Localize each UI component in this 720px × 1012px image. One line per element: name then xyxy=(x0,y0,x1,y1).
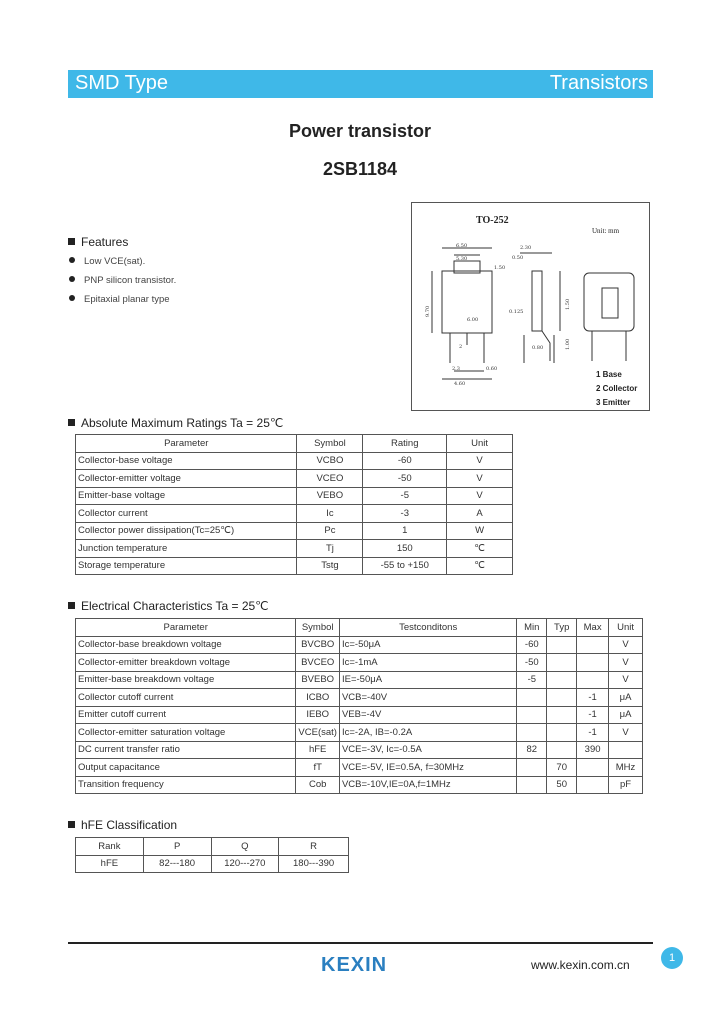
table-cell: Ic=-1mA xyxy=(339,654,516,672)
page-title: Power transistor xyxy=(288,121,432,141)
svg-text:1.50: 1.50 xyxy=(565,298,571,310)
table-row xyxy=(76,470,513,488)
table-cell xyxy=(577,654,609,672)
column-header: Symbol xyxy=(296,619,340,637)
table-cell: fT xyxy=(296,759,340,777)
table-cell: -55 to +150 xyxy=(363,557,447,575)
table-cell: VCE=-3V, Ic=-0.5A xyxy=(339,741,516,759)
table-cell: Collector-emitter voltage xyxy=(76,470,297,488)
bullet-dot-icon xyxy=(69,276,75,282)
table-cell: Tj xyxy=(297,540,363,558)
bullet-dot-icon xyxy=(69,295,75,301)
table-cell xyxy=(547,654,577,672)
dim-label: 6.50 xyxy=(456,243,468,249)
table-cell xyxy=(517,759,547,777)
table-cell xyxy=(547,671,577,689)
table-cell xyxy=(547,636,577,654)
table-cell: ℃ xyxy=(447,540,513,558)
table-cell xyxy=(577,759,609,777)
table-cell: VCE=-5V, IE=0.5A, f=30MHz xyxy=(339,759,516,777)
elec-table xyxy=(75,618,643,794)
hfe-heading xyxy=(68,818,177,832)
table-cell: IEBO xyxy=(296,706,340,724)
table-cell: V xyxy=(447,470,513,488)
table-row xyxy=(76,724,643,742)
abs-max-heading xyxy=(68,416,283,430)
pin-label: 1 Base xyxy=(596,370,622,379)
table-cell: -1 xyxy=(577,706,609,724)
table-row xyxy=(76,522,513,540)
table-cell: Cob xyxy=(296,776,340,794)
header-right: Transistors xyxy=(549,72,648,94)
table-cell: -60 xyxy=(517,636,547,654)
svg-text:0.125: 0.125 xyxy=(509,309,524,315)
header-banner xyxy=(68,70,653,98)
table-cell xyxy=(547,706,577,724)
table-cell: Collector-base voltage xyxy=(76,452,297,470)
column-header: Testconditons xyxy=(339,619,516,637)
features-heading xyxy=(68,235,128,249)
table-cell: VEBO xyxy=(297,487,363,505)
footer-divider xyxy=(68,942,653,944)
table-cell: 1 xyxy=(363,522,447,540)
elec-heading xyxy=(68,599,269,613)
table-header-row xyxy=(76,619,643,637)
table-row xyxy=(76,776,643,794)
pin-legend xyxy=(596,368,637,410)
table-cell: V xyxy=(609,654,643,672)
hfe-table xyxy=(75,837,349,873)
column-header: Parameter xyxy=(76,619,296,637)
column-header: Rating xyxy=(363,435,447,453)
table-cell: IE=-50μA xyxy=(339,671,516,689)
table-cell: BVCBO xyxy=(296,636,340,654)
table-cell xyxy=(577,671,609,689)
table-cell: Emitter-base voltage xyxy=(76,487,297,505)
svg-text:9.70: 9.70 xyxy=(425,305,431,317)
table-row xyxy=(76,505,513,523)
svg-text:2: 2 xyxy=(459,344,463,350)
table-cell: hFE xyxy=(296,741,340,759)
pin-label: 3 Emitter xyxy=(596,398,631,407)
svg-text:6.00: 6.00 xyxy=(467,317,479,323)
table-cell xyxy=(547,724,577,742)
table-cell: -1 xyxy=(577,724,609,742)
table-cell: μA xyxy=(609,689,643,707)
table-cell: pF xyxy=(609,776,643,794)
header-left: SMD Type xyxy=(75,72,168,94)
table-cell: -5 xyxy=(363,487,447,505)
table-cell: Ic=-2A, IB=-0.2A xyxy=(339,724,516,742)
table-row xyxy=(76,636,643,654)
table-cell: A xyxy=(447,505,513,523)
pin-label: 2 Collector xyxy=(596,384,638,393)
table-cell: V xyxy=(609,636,643,654)
table-cell xyxy=(547,689,577,707)
package-name: TO-252 xyxy=(476,215,509,226)
table-cell: Ic xyxy=(297,505,363,523)
table-row xyxy=(76,557,513,575)
abs-max-table xyxy=(75,434,513,575)
table-cell: VCE(sat) xyxy=(296,724,340,742)
table-cell: DC current transfer ratio xyxy=(76,741,296,759)
table-row xyxy=(76,855,349,873)
svg-text:4.60: 4.60 xyxy=(454,381,466,387)
table-cell: VCB=-40V xyxy=(339,689,516,707)
table-row xyxy=(76,759,643,777)
feature-text: PNP silicon transistor. xyxy=(84,275,177,286)
table-cell: V xyxy=(609,671,643,689)
package-unit: Unit: mm xyxy=(592,227,620,235)
page-number-badge: 1 xyxy=(661,947,683,969)
table-cell: Collector-emitter breakdown voltage xyxy=(76,654,296,672)
feature-item xyxy=(69,256,145,267)
feature-item xyxy=(69,275,176,286)
table-cell: Collector-emitter saturation voltage xyxy=(76,724,296,742)
column-header: P xyxy=(143,838,211,856)
table-cell xyxy=(517,706,547,724)
table-cell: W xyxy=(447,522,513,540)
bullet-square-icon xyxy=(68,419,75,426)
table-header-row xyxy=(76,435,513,453)
svg-text:0.80: 0.80 xyxy=(532,345,544,351)
column-header: Rank xyxy=(76,838,144,856)
table-cell: Storage temperature xyxy=(76,557,297,575)
features-heading-text: Features xyxy=(81,235,129,249)
table-cell: Collector cutoff current xyxy=(76,689,296,707)
table-cell xyxy=(517,724,547,742)
table-row xyxy=(76,487,513,505)
table-cell: 120---270 xyxy=(211,855,279,873)
column-header: Max xyxy=(577,619,609,637)
table-cell xyxy=(609,741,643,759)
table-cell: -3 xyxy=(363,505,447,523)
table-cell: -5 xyxy=(517,671,547,689)
table-row xyxy=(76,689,643,707)
website-link[interactable]: www.kexin.com.cn xyxy=(531,958,630,972)
table-cell: VCB=-10V,IE=0A,f=1MHz xyxy=(339,776,516,794)
feature-text: Low VCE(sat). xyxy=(84,256,146,267)
table-cell: BVCEO xyxy=(296,654,340,672)
table-cell: ICBO xyxy=(296,689,340,707)
table-cell: 390 xyxy=(577,741,609,759)
svg-text:0.50: 0.50 xyxy=(512,255,524,261)
table-cell: Transition frequency xyxy=(76,776,296,794)
table-row xyxy=(76,706,643,724)
table-cell: V xyxy=(447,452,513,470)
table-cell: BVEBO xyxy=(296,671,340,689)
bullet-square-icon xyxy=(68,602,75,609)
column-header: Symbol xyxy=(297,435,363,453)
table-cell: -50 xyxy=(517,654,547,672)
column-header: Parameter xyxy=(76,435,297,453)
table-row xyxy=(76,741,643,759)
table-cell: hFE xyxy=(76,855,144,873)
table-cell: V xyxy=(447,487,513,505)
column-header: Unit xyxy=(609,619,643,637)
table-row xyxy=(76,452,513,470)
svg-text:1.50: 1.50 xyxy=(494,265,506,271)
table-cell: V xyxy=(609,724,643,742)
table-cell xyxy=(517,689,547,707)
table-cell: 82---180 xyxy=(143,855,211,873)
table-cell: Collector-base breakdown voltage xyxy=(76,636,296,654)
table-cell: Emitter cutoff current xyxy=(76,706,296,724)
table-cell: Output capacitance xyxy=(76,759,296,777)
bullet-dot-icon xyxy=(69,257,75,263)
abs-max-heading-text: Absolute Maximum Ratings Ta = 25℃ xyxy=(81,416,284,430)
table-cell: VEB=-4V xyxy=(339,706,516,724)
feature-item xyxy=(69,294,170,305)
svg-text:5.30: 5.30 xyxy=(456,256,468,262)
column-header: Unit xyxy=(447,435,513,453)
table-cell: Collector current xyxy=(76,505,297,523)
table-cell xyxy=(577,636,609,654)
table-cell: Pc xyxy=(297,522,363,540)
table-cell: -1 xyxy=(577,689,609,707)
column-header: R xyxy=(279,838,349,856)
table-cell: Tstg xyxy=(297,557,363,575)
table-cell: VCEO xyxy=(297,470,363,488)
table-cell: μA xyxy=(609,706,643,724)
table-cell xyxy=(547,741,577,759)
table-cell: Ic=-50μA xyxy=(339,636,516,654)
svg-text:0.60: 0.60 xyxy=(486,366,498,372)
table-cell: Collector power dissipation(Tc=25℃) xyxy=(76,522,297,540)
table-cell xyxy=(577,776,609,794)
table-cell: 82 xyxy=(517,741,547,759)
table-header-row xyxy=(76,838,349,856)
bullet-square-icon xyxy=(68,821,75,828)
table-cell xyxy=(517,776,547,794)
table-cell: 150 xyxy=(363,540,447,558)
svg-text:1.00: 1.00 xyxy=(565,338,571,350)
column-header: Min xyxy=(517,619,547,637)
table-cell: Emitter-base breakdown voltage xyxy=(76,671,296,689)
column-header: Typ xyxy=(547,619,577,637)
kexin-logo: KEXIN xyxy=(321,954,388,976)
table-row xyxy=(76,540,513,558)
table-row xyxy=(76,654,643,672)
part-number: 2SB1184 xyxy=(322,159,398,179)
svg-text:2.3: 2.3 xyxy=(452,366,460,372)
table-cell: VCBO xyxy=(297,452,363,470)
table-cell: ℃ xyxy=(447,557,513,575)
table-cell: 70 xyxy=(547,759,577,777)
table-cell: -50 xyxy=(363,470,447,488)
table-cell: 50 xyxy=(547,776,577,794)
table-row xyxy=(76,671,643,689)
table-cell: MHz xyxy=(609,759,643,777)
package-drawing xyxy=(411,202,650,411)
elec-heading-text: Electrical Characteristics Ta = 25℃ xyxy=(81,599,269,613)
hfe-heading-text: hFE Classification xyxy=(81,818,178,832)
feature-text: Epitaxial planar type xyxy=(84,294,170,305)
bullet-square-icon xyxy=(68,238,75,245)
table-cell: Junction temperature xyxy=(76,540,297,558)
column-header: Q xyxy=(211,838,279,856)
table-cell: -60 xyxy=(363,452,447,470)
table-cell: 180---390 xyxy=(279,855,349,873)
svg-text:2.30: 2.30 xyxy=(520,245,532,251)
